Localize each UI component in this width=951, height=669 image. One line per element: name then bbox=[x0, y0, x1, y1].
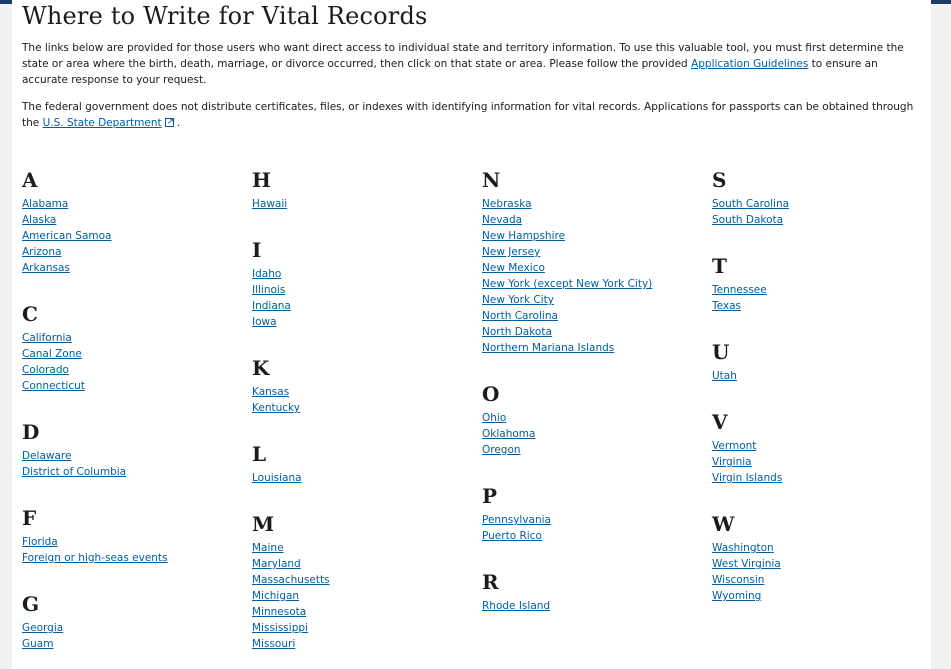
state-list-item bbox=[252, 572, 477, 588]
state-list-item bbox=[482, 260, 707, 276]
state-link[interactable]: Pennsylvania bbox=[482, 514, 551, 526]
state-link[interactable]: American Samoa bbox=[22, 230, 112, 242]
state-department-link[interactable] bbox=[43, 117, 174, 129]
group-spacer bbox=[482, 458, 707, 482]
page-title: Where to Write for Vital Records bbox=[22, 2, 428, 30]
state-link-list bbox=[252, 540, 477, 652]
letter-group bbox=[22, 300, 247, 394]
state-link-list bbox=[482, 410, 707, 458]
group-spacer bbox=[22, 566, 247, 590]
state-list-item bbox=[482, 196, 707, 212]
state-link[interactable]: South Dakota bbox=[712, 214, 784, 226]
state-list-item bbox=[22, 620, 247, 636]
letter-heading: H bbox=[252, 168, 271, 192]
state-list-item bbox=[252, 282, 477, 298]
letter-group bbox=[482, 166, 707, 356]
state-link-list bbox=[252, 384, 477, 416]
letter-heading: I bbox=[252, 238, 262, 262]
state-list-item bbox=[22, 636, 247, 652]
state-link[interactable]: Rhode Island bbox=[482, 600, 551, 612]
letter-heading: P bbox=[482, 484, 498, 508]
state-link[interactable]: Northern Mariana Islands bbox=[482, 342, 615, 354]
state-link[interactable]: Maryland bbox=[252, 558, 301, 570]
state-list-item bbox=[712, 212, 937, 228]
state-link[interactable]: Illinois bbox=[252, 284, 286, 296]
state-link[interactable]: Iowa bbox=[252, 316, 277, 328]
letter-group bbox=[712, 166, 937, 228]
states-column-2 bbox=[252, 166, 477, 652]
state-link[interactable]: South Carolina bbox=[712, 198, 790, 210]
state-link-list bbox=[482, 598, 707, 614]
state-list-item bbox=[252, 196, 477, 212]
state-link[interactable]: Missouri bbox=[252, 638, 296, 650]
state-link[interactable]: Arkansas bbox=[22, 262, 70, 274]
state-link[interactable]: Utah bbox=[712, 370, 737, 382]
letter-group bbox=[22, 166, 247, 276]
state-list-item bbox=[22, 550, 247, 566]
state-list-item bbox=[712, 282, 937, 298]
state-link[interactable]: Wisconsin bbox=[712, 574, 765, 586]
letter-group bbox=[252, 354, 477, 416]
state-link[interactable]: Georgia bbox=[22, 622, 64, 634]
letter-group bbox=[252, 510, 477, 652]
group-spacer bbox=[252, 212, 477, 236]
state-list-item bbox=[712, 368, 937, 384]
group-spacer bbox=[22, 394, 247, 418]
letter-group bbox=[482, 482, 707, 544]
state-link[interactable]: Vermont bbox=[712, 440, 757, 452]
state-list-item bbox=[712, 438, 937, 454]
state-list-item bbox=[22, 196, 247, 212]
state-list-item bbox=[22, 378, 247, 394]
state-link-list bbox=[712, 368, 937, 384]
state-list-item bbox=[712, 454, 937, 470]
state-link[interactable]: California bbox=[22, 332, 72, 344]
state-link[interactable]: Mississippi bbox=[252, 622, 308, 634]
states-column-1 bbox=[22, 166, 247, 652]
state-list-item bbox=[712, 298, 937, 314]
state-link[interactable]: West Virginia bbox=[712, 558, 781, 570]
letter-group bbox=[22, 418, 247, 480]
state-list-item bbox=[22, 330, 247, 346]
states-column-3 bbox=[482, 166, 707, 614]
letter-group bbox=[252, 236, 477, 330]
group-spacer bbox=[712, 228, 937, 252]
state-list-item bbox=[252, 384, 477, 400]
state-link-list bbox=[712, 438, 937, 486]
states-column-4 bbox=[712, 166, 937, 604]
state-list-item bbox=[252, 298, 477, 314]
state-link[interactable]: Foreign or high-seas events bbox=[22, 552, 168, 564]
state-link[interactable]: North Carolina bbox=[482, 310, 558, 322]
state-link[interactable]: Wyoming bbox=[712, 590, 762, 602]
state-link[interactable]: Virgin Islands bbox=[712, 472, 783, 484]
state-link[interactable]: Puerto Rico bbox=[482, 530, 542, 542]
state-list-item bbox=[482, 340, 707, 356]
state-link[interactable]: Nevada bbox=[482, 214, 523, 226]
state-link[interactable]: New York City bbox=[482, 294, 554, 306]
state-link[interactable]: Ohio bbox=[482, 412, 507, 424]
state-list-item bbox=[252, 556, 477, 572]
state-link[interactable]: Kentucky bbox=[252, 402, 300, 414]
state-link[interactable]: North Dakota bbox=[482, 326, 552, 338]
intro-text-1-end: to ensure an accurate response to your request. bbox=[22, 58, 878, 86]
state-list-item bbox=[252, 620, 477, 636]
group-spacer bbox=[252, 330, 477, 354]
state-list-item bbox=[22, 244, 247, 260]
state-department-link-label: U.S. State Department bbox=[42, 117, 162, 129]
state-list-item bbox=[22, 260, 247, 276]
state-link[interactable]: Alabama bbox=[22, 198, 69, 210]
state-list-item bbox=[252, 588, 477, 604]
state-list-item bbox=[22, 448, 247, 464]
state-link[interactable]: District of Columbia bbox=[22, 466, 127, 478]
state-link[interactable]: Kansas bbox=[252, 386, 290, 398]
state-list-item bbox=[22, 464, 247, 480]
letter-heading: V bbox=[712, 410, 728, 434]
state-link-list bbox=[482, 196, 707, 356]
state-list-item bbox=[252, 314, 477, 330]
group-spacer bbox=[22, 480, 247, 504]
state-link[interactable]: Louisiana bbox=[252, 472, 302, 484]
state-link[interactable]: Indiana bbox=[252, 300, 291, 312]
letter-group bbox=[712, 408, 937, 486]
state-link[interactable]: New Jersey bbox=[482, 246, 541, 258]
group-spacer bbox=[252, 486, 477, 510]
state-list-item bbox=[482, 598, 707, 614]
letter-heading: O bbox=[482, 382, 500, 406]
state-link[interactable]: Florida bbox=[22, 536, 58, 548]
state-list-item bbox=[252, 266, 477, 282]
intro-text-2: The federal government does not distribute certificates, files, or indexes with identifying information for vital records. Applications for passports can be obtained through the bbox=[22, 101, 914, 129]
state-link[interactable]: Guam bbox=[22, 638, 54, 650]
letter-heading: M bbox=[252, 512, 275, 536]
group-spacer bbox=[252, 416, 477, 440]
letter-group bbox=[482, 380, 707, 458]
state-link[interactable]: Delaware bbox=[22, 450, 72, 462]
letter-heading: G bbox=[22, 592, 40, 616]
external-link-icon bbox=[165, 118, 174, 127]
state-list-item bbox=[482, 426, 707, 442]
state-link[interactable]: Canal Zone bbox=[22, 348, 82, 360]
group-spacer bbox=[482, 356, 707, 380]
state-list-item bbox=[482, 442, 707, 458]
state-list-item bbox=[22, 346, 247, 362]
letter-heading: K bbox=[252, 356, 270, 380]
state-link[interactable]: Michigan bbox=[252, 590, 300, 602]
letter-heading: R bbox=[482, 570, 499, 594]
state-link[interactable]: Massachusetts bbox=[252, 574, 330, 586]
state-list-item bbox=[712, 196, 937, 212]
intro-paragraph-1 bbox=[22, 40, 918, 88]
letter-heading: T bbox=[712, 254, 727, 278]
intro-paragraph-2 bbox=[22, 99, 918, 131]
letter-heading: S bbox=[712, 168, 727, 192]
state-link-list bbox=[252, 196, 477, 212]
state-list-item bbox=[22, 228, 247, 244]
letter-heading: C bbox=[22, 302, 38, 326]
state-list-item bbox=[482, 276, 707, 292]
state-link-list bbox=[252, 470, 477, 486]
state-list-item bbox=[482, 324, 707, 340]
letter-group bbox=[712, 338, 937, 384]
state-link-list bbox=[22, 330, 247, 394]
state-link-list bbox=[712, 196, 937, 228]
state-link[interactable]: New Mexico bbox=[482, 262, 545, 274]
group-spacer bbox=[482, 544, 707, 568]
group-spacer bbox=[712, 314, 937, 338]
state-list-item bbox=[482, 308, 707, 324]
state-link[interactable]: Tennessee bbox=[712, 284, 767, 296]
state-list-item bbox=[482, 410, 707, 426]
state-list-item bbox=[252, 470, 477, 486]
state-list-item bbox=[712, 588, 937, 604]
state-link[interactable]: Arizona bbox=[22, 246, 62, 258]
state-list-item bbox=[22, 362, 247, 378]
application-guidelines-link[interactable]: Application Guidelines bbox=[691, 58, 809, 70]
letter-group bbox=[252, 440, 477, 486]
state-list-item bbox=[712, 572, 937, 588]
group-spacer bbox=[22, 276, 247, 300]
state-list-item bbox=[482, 228, 707, 244]
state-list-item bbox=[482, 244, 707, 260]
state-link[interactable]: New Hampshire bbox=[482, 230, 566, 242]
letter-heading: D bbox=[22, 420, 40, 444]
state-list-item bbox=[22, 534, 247, 550]
state-link[interactable]: Colorado bbox=[22, 364, 69, 376]
group-spacer bbox=[712, 384, 937, 408]
state-link-list bbox=[22, 196, 247, 276]
group-spacer bbox=[712, 486, 937, 510]
letter-group bbox=[252, 166, 477, 212]
state-link[interactable]: Minnesota bbox=[252, 606, 307, 618]
letter-group bbox=[712, 252, 937, 314]
letter-group bbox=[22, 590, 247, 652]
letter-group bbox=[22, 504, 247, 566]
state-list-item bbox=[252, 540, 477, 556]
state-link-list bbox=[712, 282, 937, 314]
state-link[interactable]: Nebraska bbox=[482, 198, 532, 210]
state-link-list bbox=[22, 448, 247, 480]
intro-text-1: The links below are provided for those users who want direct access to individual state and territory information. To use this valuable tool, you must first determine the state or area where the birth, death, marriage, or divorce occurred, then click on that state or area. Please follow the provided bbox=[22, 42, 904, 70]
state-link[interactable]: Alaska bbox=[22, 214, 57, 226]
state-list-item bbox=[482, 212, 707, 228]
letter-heading: A bbox=[22, 168, 38, 192]
letter-heading: U bbox=[712, 340, 730, 364]
state-list-item bbox=[482, 512, 707, 528]
state-link[interactable]: Oregon bbox=[482, 444, 521, 456]
state-link[interactable]: Connecticut bbox=[22, 380, 85, 392]
state-link-list bbox=[712, 540, 937, 604]
state-link[interactable]: Oklahoma bbox=[482, 428, 536, 440]
state-link[interactable]: Virginia bbox=[712, 456, 752, 468]
letter-group bbox=[482, 568, 707, 614]
letter-heading: F bbox=[22, 506, 37, 530]
letter-group bbox=[712, 510, 937, 604]
letter-heading: W bbox=[712, 512, 735, 536]
state-list-item bbox=[22, 212, 247, 228]
state-link[interactable]: Maine bbox=[252, 542, 284, 554]
state-link[interactable]: Washington bbox=[712, 542, 774, 554]
letter-heading: N bbox=[482, 168, 501, 192]
state-link[interactable]: Idaho bbox=[252, 268, 282, 280]
state-list-item bbox=[252, 400, 477, 416]
state-link-list bbox=[22, 534, 247, 566]
intro-text-2-end: . bbox=[173, 117, 181, 129]
state-list-item bbox=[712, 556, 937, 572]
state-list-item bbox=[252, 604, 477, 620]
state-link[interactable]: New York (except New York City) bbox=[482, 278, 653, 290]
state-list-item bbox=[482, 528, 707, 544]
letter-heading: L bbox=[252, 442, 267, 466]
state-link-list bbox=[22, 620, 247, 652]
state-link-list bbox=[482, 512, 707, 544]
state-link[interactable]: Texas bbox=[712, 300, 742, 312]
state-list-item bbox=[712, 470, 937, 486]
state-list-item bbox=[712, 540, 937, 556]
state-link-list bbox=[252, 266, 477, 330]
state-list-item bbox=[482, 292, 707, 308]
state-link[interactable]: Hawaii bbox=[252, 198, 288, 210]
state-list-item bbox=[252, 636, 477, 652]
